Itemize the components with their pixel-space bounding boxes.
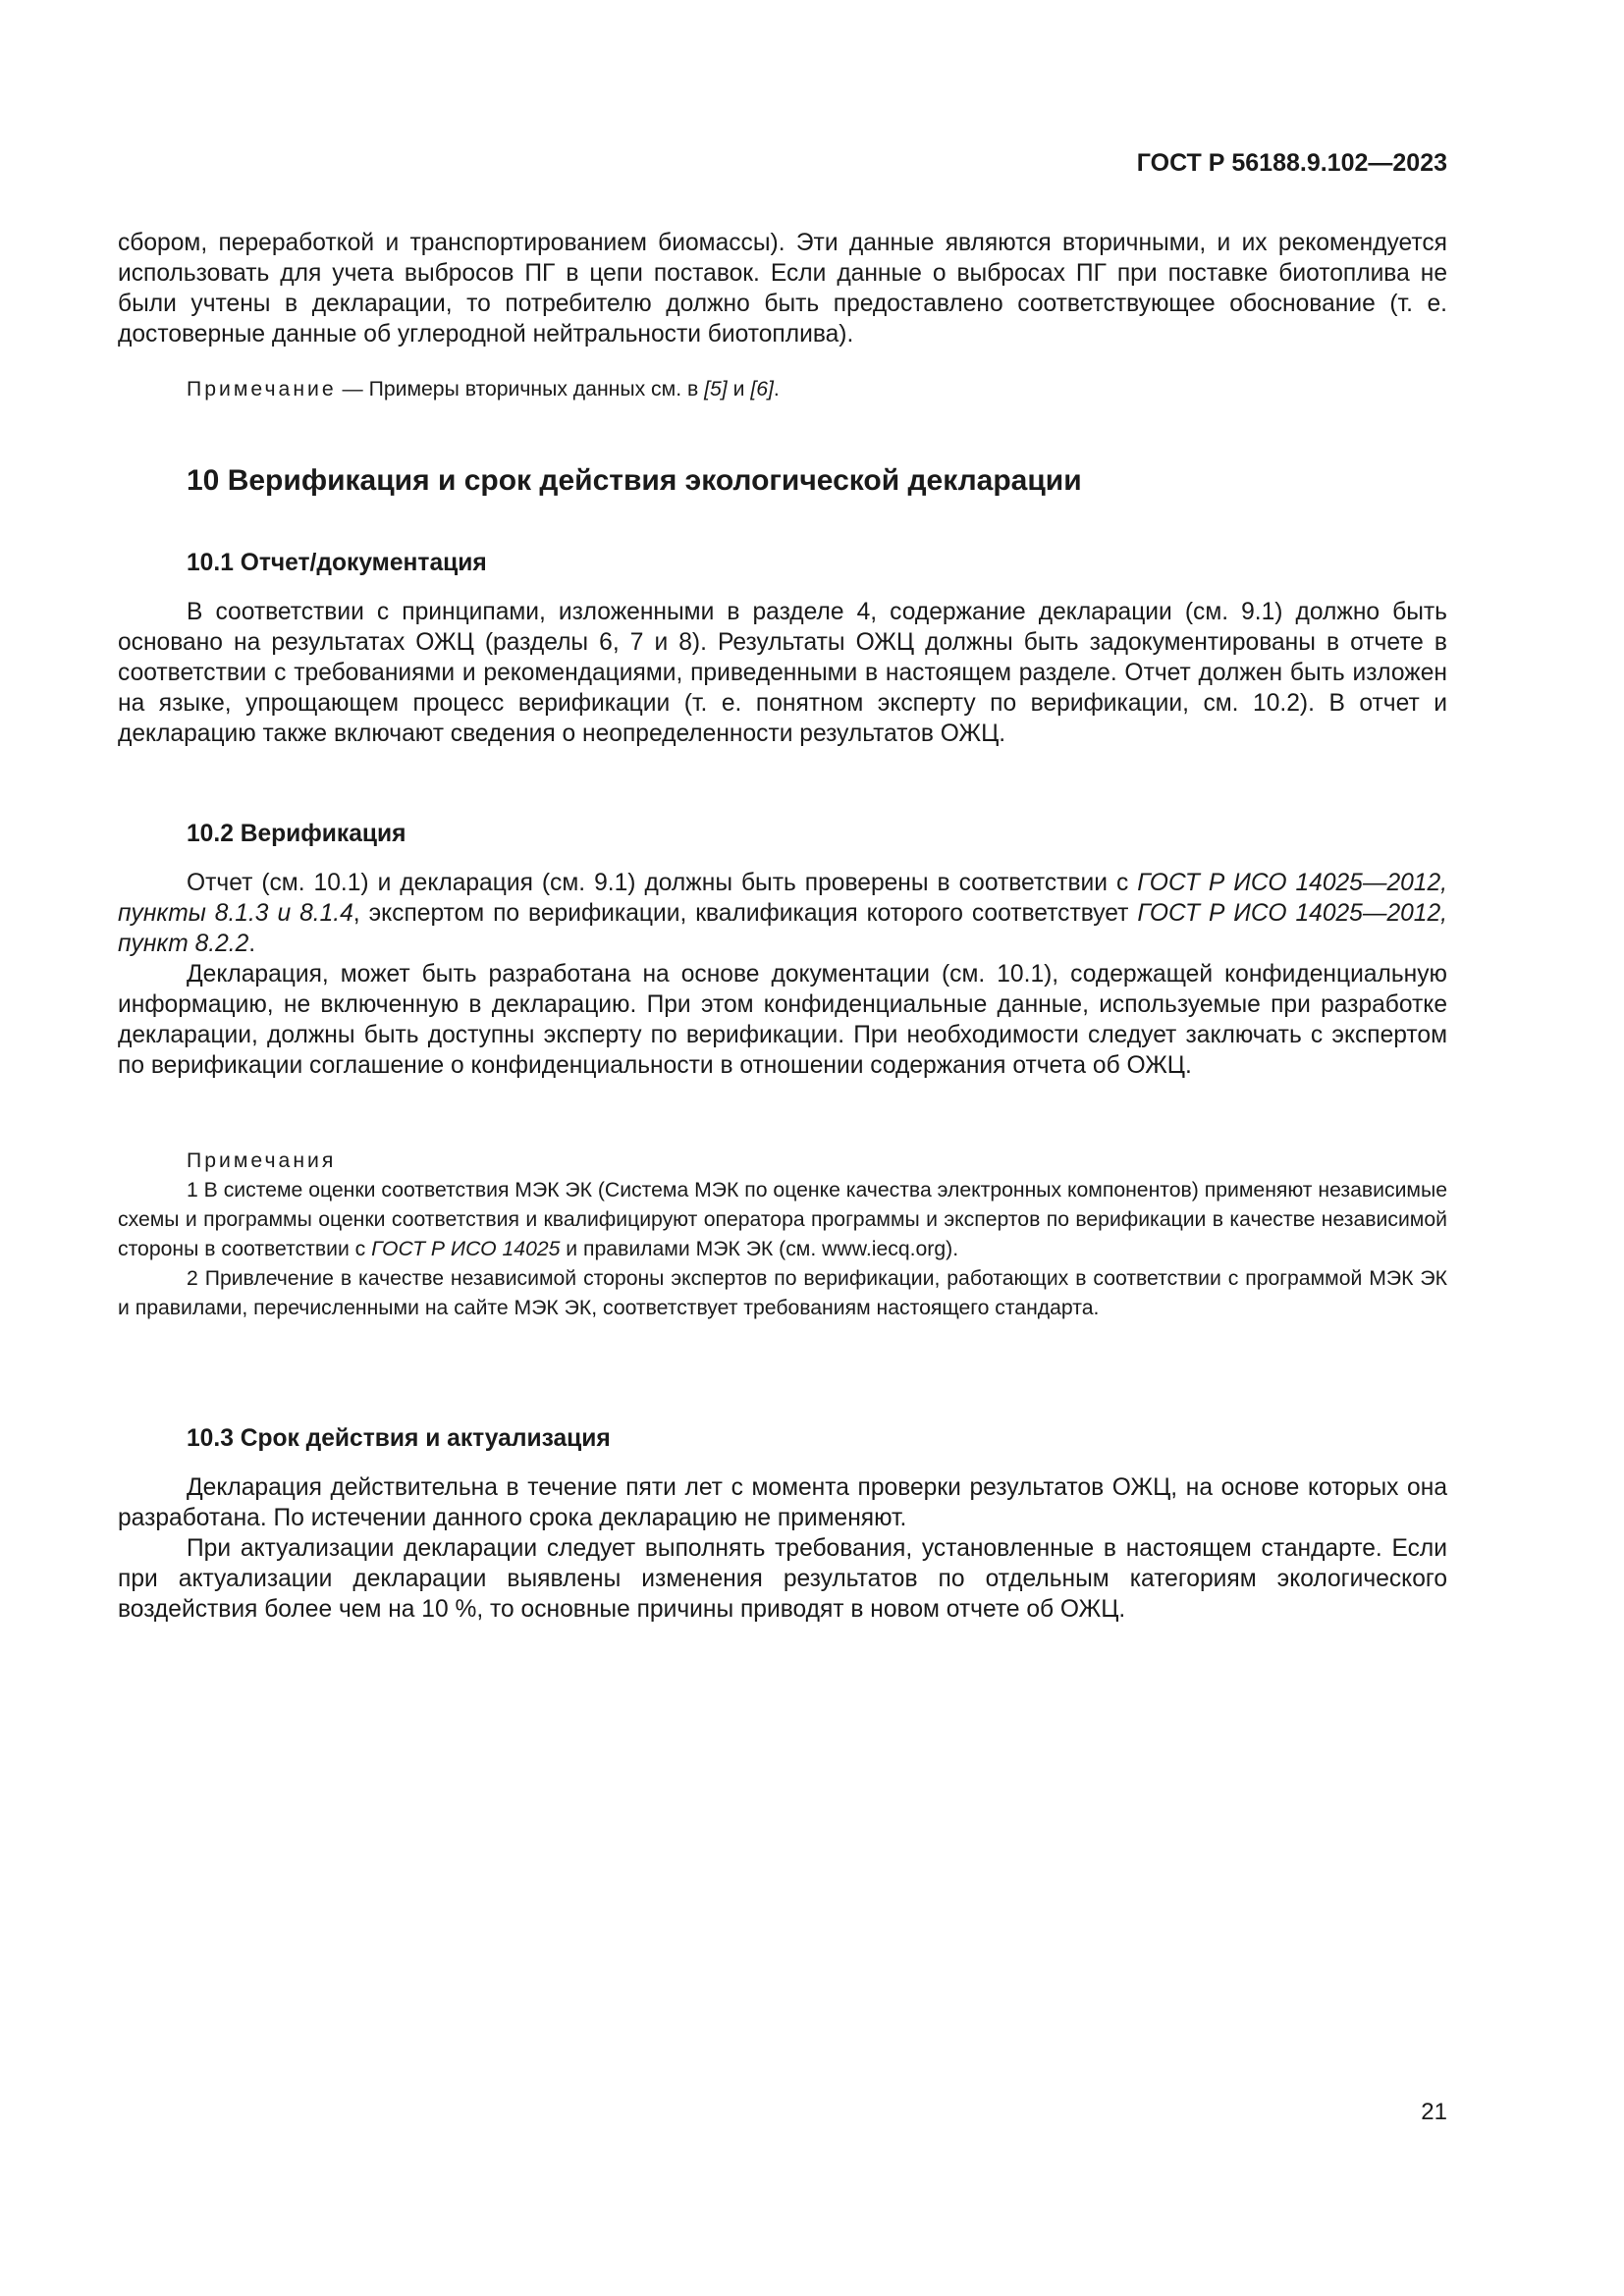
note-ref: [5] [704, 378, 728, 400]
note-item: 2 Привлечение в качестве независимой стороны экспертов по верификации, работающих в соответствии с программой МЭК ЭК и правилами, перечисленными на сайте МЭК ЭК, соответствует требованиям настоящего стандарта. [118, 1267, 1447, 1319]
subsection-body [118, 1472, 1447, 1625]
page-number: 21 [1421, 2099, 1447, 2125]
paragraph: Декларация действительна в течение пяти лет с момента проверки результатов ОЖЦ, на основе которых она разработана. По истечении данного срока декларацию не применяют. [118, 1474, 1447, 1531]
section-heading [118, 464, 1447, 498]
section-title: 10 Верификация и срок действия экологической декларации [187, 464, 1082, 497]
note-text: — Примеры вторичных данных см. в [336, 378, 705, 400]
standard-ref: ГОСТ Р ИСО 14025—2012, пункты 8.1.3 и 8.1.4 [118, 870, 1447, 927]
standard-ref: ГОСТ Р ИСО 14025 [371, 1238, 561, 1260]
paragraph: Декларация, может быть разработана на основе документации (см. 10.1), содержащей конфиденциальную информацию, не включенную в декларацию. При этом конфиденциальные данные, используемые при разработке декларации, должны быть доступны эксперту по верификации. При необходимости следует заключать с экспертом по верификации соглашение о конфиденциальности в отношении содержания отчета об ОЖЦ. [118, 961, 1447, 1079]
notes-block [118, 1147, 1447, 1323]
subsection-body [118, 597, 1447, 749]
subsection-heading [118, 550, 1447, 577]
intro-paragraph: сбором, переработкой и транспортированием биомассы). Эти данные являются вторичными, и их рекомендуется использовать для учета выбросов ПГ в цепи поставок. Если данные о выбросах ПГ при поставке биотоплива не были учтены в декларации, то потребителю должно быть предоставлено соответствующее обоснование (т. е. достоверные данные об углеродной нейтральности биотоплива). [118, 230, 1447, 347]
standard-ref: ГОСТ Р ИСО 14025—2012, пункт 8.2.2 [118, 900, 1447, 957]
subsection-title: 10.2 Верификация [187, 821, 406, 847]
intro-block [118, 228, 1447, 349]
subsection-heading [118, 1425, 1447, 1453]
subsection-heading [118, 821, 1447, 848]
note-ref: [6] [750, 378, 774, 400]
subsection-title: 10.1 Отчет/документация [187, 550, 487, 576]
paragraph: При актуализации декларации следует выполнять требования, установленные в настоящем стандарте. Если при актуализации декларации выявлены изменения результатов по отдельным категориям экологического воздействия более чем на 10 %, то основные причины приводят в новом отчете об ОЖЦ. [118, 1535, 1447, 1623]
notes-label: Примечания [187, 1149, 337, 1172]
paragraph: В соответствии с принципами, изложенными в разделе 4, содержание декларации (см. 9.1) должно быть основано на результатах ОЖЦ (разделы 6, 7 и 8). Результаты ОЖЦ должны быть задокументированы в отчете в соответствии с требованиями и рекомендациями, приведенными в настоящем разделе. Отчет должен быть изложен на языке, упрощающем процесс верификации (т. е. понятном эксперту по верификации, см. 10.2). В отчет и декларацию также включают сведения о неопределенности результатов ОЖЦ. [118, 599, 1447, 747]
subsection-title: 10.3 Срок действия и актуализация [187, 1425, 611, 1452]
paragraph: Отчет (см. 10.1) и декларация (см. 9.1) должны быть проверены в соответствии с ГОСТ Р ИСО 14025—2012, пункты 8.1.3 и 8.1.4, экспертом по верификации, квалификация которого соответствует ГОСТ Р ИСО 14025—2012, пункт 8.2.2. [118, 870, 1447, 957]
note-label: Примечание [187, 378, 337, 400]
note-item: 1 В системе оценки соответствия МЭК ЭК (Система МЭК по оценке качества электронных компонентов) применяют независимые схемы и программы оценки соответствия и квалифицируют оператора программы и экспертов по верификации в качестве независимой стороны в соответствии с ГОСТ Р ИСО 14025 и правилами МЭК ЭК (см. www.iecq.org). [118, 1179, 1447, 1260]
intro-note: Примечание — Примеры вторичных данных см. в [5] и [6]. [187, 378, 780, 400]
subsection-body [118, 868, 1447, 1081]
document-header: ГОСТ Р 56188.9.102—2023 [1136, 149, 1447, 177]
